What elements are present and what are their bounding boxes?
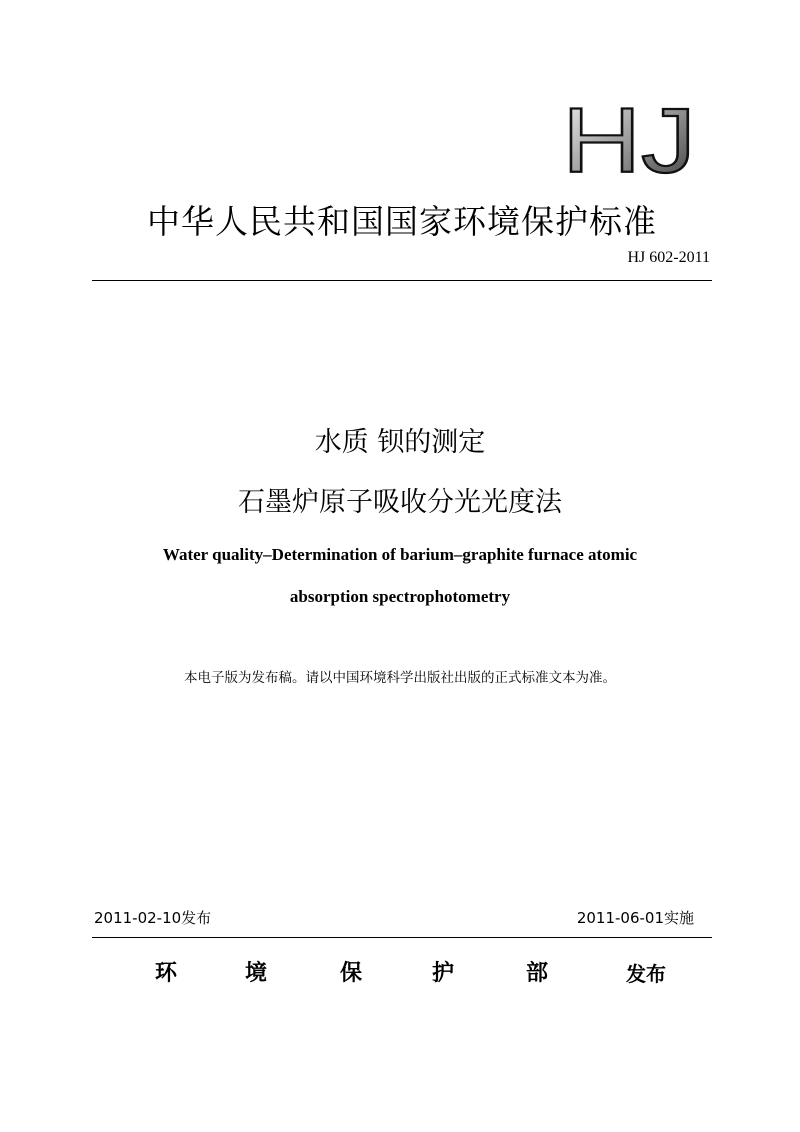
publish-date: 2011-02-10发布 [94, 909, 212, 927]
issuer-char: 部 [526, 961, 549, 986]
standard-body-title: 中华人民共和国国家环境保护标准 [147, 202, 657, 241]
standard-number: HJ 602-2011 [627, 249, 710, 266]
english-title-line1: Water quality–Determination of barium–graphite furnace atomic [162, 545, 638, 564]
issued-label: 发布 [626, 962, 666, 986]
implement-date: 2011-06-01实施 [576, 909, 694, 927]
header-divider [92, 280, 712, 281]
electronic-version-note: 本电子版为发布稿。请以中国环境科学出版社出版的正式标准文本为准。 [184, 670, 616, 686]
issuer-char: 护 [432, 961, 455, 986]
issuer-char: 保 [340, 961, 363, 986]
english-title-line2: absorption spectrophotometry [289, 587, 511, 606]
footer-divider [92, 937, 712, 938]
hj-logo-text: HJ [562, 96, 696, 176]
issuer-char: 环 [155, 961, 178, 986]
hj-logo [560, 96, 700, 176]
document-title-line1: 水质 钡的测定 [314, 427, 486, 458]
document-title-line2: 石墨炉原子吸收分光光度法 [238, 487, 562, 518]
issuer-char: 境 [245, 961, 268, 986]
